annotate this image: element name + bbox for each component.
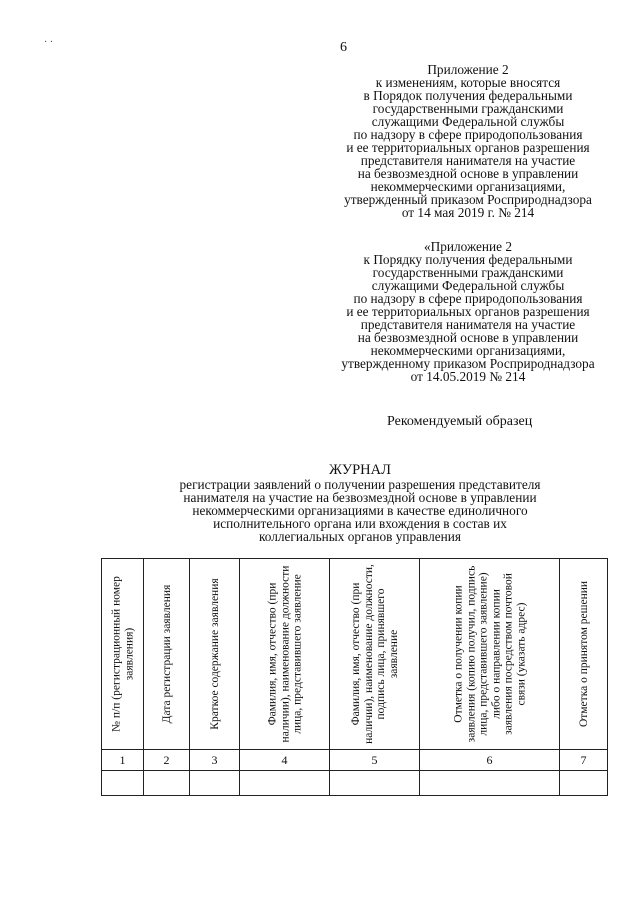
table-cell bbox=[190, 771, 240, 796]
header-text: Фамилия, имя, отчество (при наличии), наименование должности лица, представившего заявление bbox=[265, 565, 303, 743]
header-text: Отметка о получении копии заявления (копию получил, подпись лица, представившего заявление) либо о направлении копии заявления посредством почтовой связи (указать адрес) bbox=[452, 565, 527, 743]
table-header-row bbox=[102, 559, 608, 750]
header-cell bbox=[240, 559, 330, 750]
appendix-2-line: от 14.05.2019 № 214 bbox=[410, 369, 526, 384]
appendix-2-line: служащими Федеральной службы bbox=[371, 278, 565, 293]
journal-subtitle-line: исполнительного органа или вхождения в состав их bbox=[213, 516, 507, 531]
header-cell bbox=[190, 559, 240, 750]
appendix-2-line: по надзору в сфере природопользования bbox=[353, 291, 583, 306]
appendix-2-line: на безвозмездной основе в управлении bbox=[357, 330, 579, 345]
appendix-1-line: Приложение 2 bbox=[427, 62, 509, 77]
appendix-1-line: и ее территориальных органов разрешения bbox=[346, 140, 590, 155]
appendix-1-line: от 14 мая 2019 г. № 214 bbox=[401, 205, 535, 220]
header-text: Фамилия, имя, отчество (при наличии), наименование должности, подпись лица, принявшего заявление bbox=[349, 564, 399, 744]
journal-subtitle-line: некоммерческими организациями в качестве единоличного bbox=[192, 503, 528, 518]
header-cell bbox=[420, 559, 560, 750]
appendix-2-line: представителя нанимателя на участие bbox=[360, 317, 576, 332]
column-number: 4 bbox=[240, 750, 330, 771]
appendix-1-line: утвержденный приказом Росприроднадзора bbox=[344, 192, 592, 207]
table-cell bbox=[560, 771, 608, 796]
appendix-2-block bbox=[318, 240, 618, 383]
sample-label: Рекомендуемый образец bbox=[387, 414, 533, 429]
column-number: 3 bbox=[190, 750, 240, 771]
appendix-2-line: «Приложение 2 bbox=[424, 239, 512, 254]
table-row bbox=[102, 771, 608, 796]
header-text: Отметка о принятом решении bbox=[577, 580, 590, 728]
appendix-1-line: представителя нанимателя на участие bbox=[360, 153, 576, 168]
appendix-2-line: государственными гражданскими bbox=[372, 265, 564, 280]
appendix-1-line: на безвозмездной основе в управлении bbox=[357, 166, 579, 181]
header-cell bbox=[144, 559, 190, 750]
appendix-2-line: некоммерческими организациями, bbox=[370, 343, 566, 358]
header-cell bbox=[560, 559, 608, 750]
appendix-1-line: некоммерческими организациями, bbox=[370, 179, 566, 194]
appendix-1-line: к изменениям, которые вносятся bbox=[375, 75, 561, 90]
header-cell bbox=[330, 559, 420, 750]
journal-subtitle-line: регистрации заявлений о получении разрешения представителя bbox=[179, 477, 541, 492]
table-cell bbox=[102, 771, 144, 796]
page-number: 6 bbox=[340, 40, 347, 55]
journal-title: ЖУРНАЛ bbox=[329, 462, 391, 478]
table-cell bbox=[144, 771, 190, 796]
appendix-2-line: утвержденному приказом Росприроднадзора bbox=[341, 356, 595, 371]
scan-speck: · · bbox=[44, 37, 54, 48]
appendix-2-line: и ее территориальных органов разрешения bbox=[346, 304, 590, 319]
column-number: 6 bbox=[420, 750, 560, 771]
column-number: 7 bbox=[560, 750, 608, 771]
column-number: 2 bbox=[144, 750, 190, 771]
header-text: № п/п (регистрационный номер заявления) bbox=[110, 576, 135, 732]
header-text: Дата регистрации заявления bbox=[160, 584, 173, 724]
column-number: 1 bbox=[102, 750, 144, 771]
journal-table bbox=[101, 558, 608, 796]
appendix-2-line: к Порядку получения федеральными bbox=[363, 252, 573, 267]
journal-subtitle-line: нанимателя на участие на безвозмездной основе в управлении bbox=[183, 490, 537, 505]
journal-subtitle bbox=[140, 478, 580, 543]
appendix-1-block bbox=[318, 63, 618, 219]
appendix-1-line: государственными гражданскими bbox=[372, 101, 564, 116]
header-text: Краткое содержание заявления bbox=[208, 578, 221, 730]
table-cell bbox=[420, 771, 560, 796]
column-number: 5 bbox=[330, 750, 420, 771]
table-cell bbox=[240, 771, 330, 796]
header-cell bbox=[102, 559, 144, 750]
journal-subtitle-line: коллегиальных органов управления bbox=[258, 529, 462, 544]
appendix-1-line: служащими Федеральной службы bbox=[371, 114, 565, 129]
appendix-1-line: в Порядок получения федеральными bbox=[363, 88, 573, 103]
table-number-row bbox=[102, 750, 608, 771]
appendix-1-line: по надзору в сфере природопользования bbox=[353, 127, 583, 142]
table-cell bbox=[330, 771, 420, 796]
